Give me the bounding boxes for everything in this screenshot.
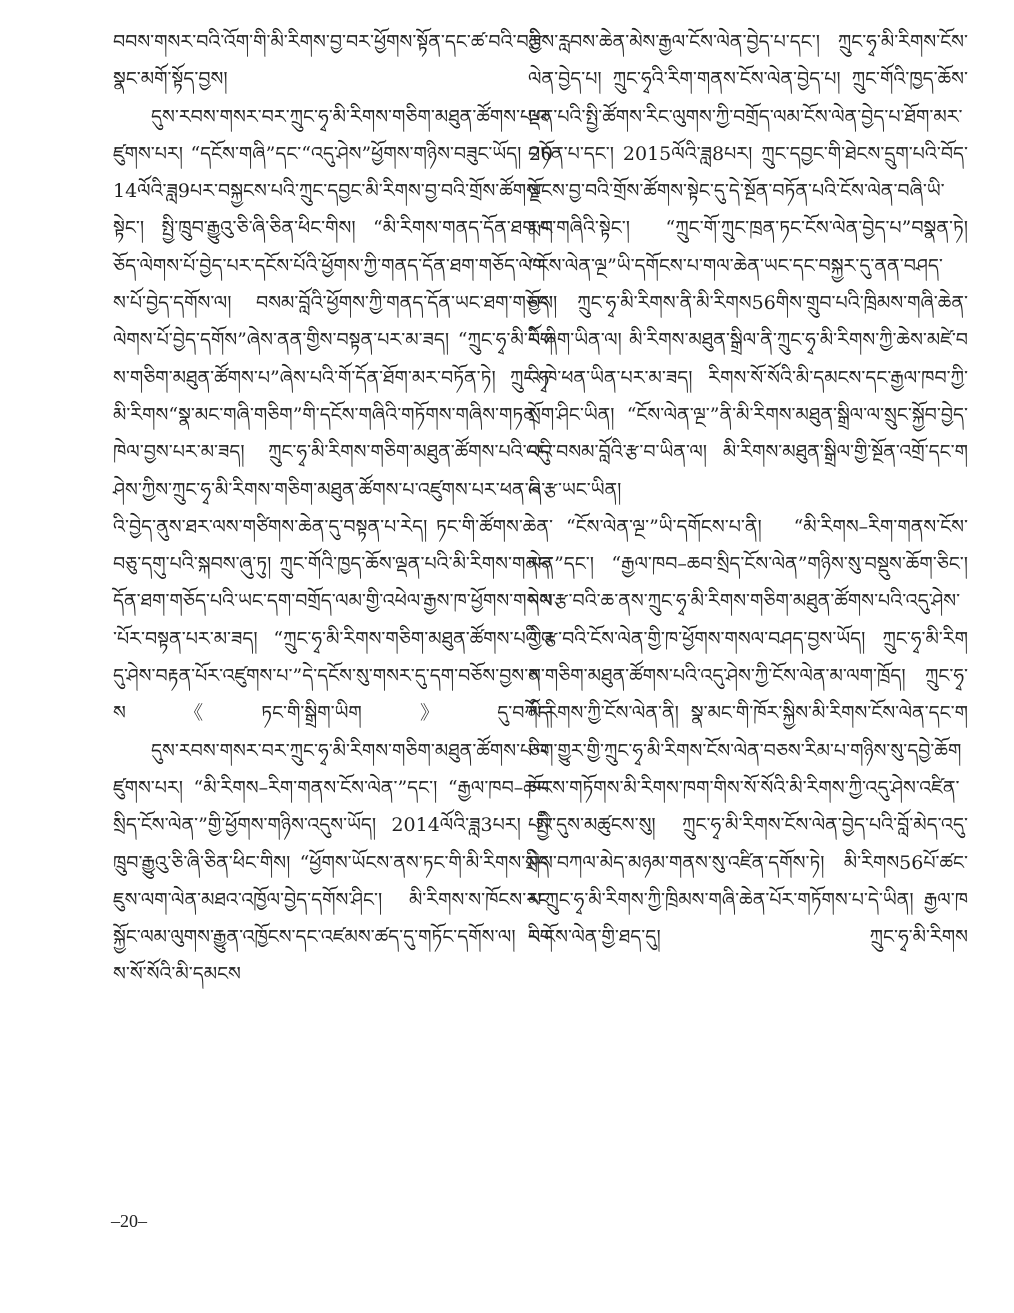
left-paragraph-3: དུས་རབས་གསར་བར་ཀྲུང་ཧྭ་མི་རིགས་གཅིག་མཐུན་ཚོགས་པ་འཛུགས་པར། “མི་རིགས–རིག་གནས་ངོས་ལེན་”དང་། “རྒྱལ་ཁབ–ཆབ་སྲིད་ངོས་ལེན་”གྱི་ཕྱོགས་གཉིས་འདུས་ཡོད། 2014ལོའི་ཟླ3པར། སྤྱི་ཁྲུབ་རྒྱུའུ་ཅི་ཞི་ཅིན་ཕིང་གིས། “ཕྱོགས་ཡོངས་ནས་ཏང་གི་མི་རིགས་སྲིད་ཇུས་ལག་ལེན་མཐའ་འཁྱོལ་བྱེད་དགོས་ཤིང་། མི་རིགས་ས་ཁོངས་རང་སྐྱོང་ལམ་ལུགས་རྒྱུན་འཁྱོངས་དང་འཛམས་ཚད་དུ་གཏོང་དགོས་ལ། རིགས་སོ་སོའི་མི་དམངས <box>113 739 553 986</box>
left-paragraph-1: བབས་གསར་བའི་འོག་གི་མི་རིགས་བྱ་བར་ཕྱོགས་སྟོན་དང་ཚ་བའི་བརྩི་སྣང་མགོ་སྟོད་བྱས། <box>113 31 548 91</box>
right-paragraph-2: “ངོས་ལེན་ལྔ་”ཡི་དགོངས་པ་ནི། “མི་རིགས–རིག་གནས་ངོས་ལེན”དང་། “རྒྱལ་ཁབ–ཆབ་སྲིད་ངོས་ལེན”གཉིས་སུ་བསྡུས་ཆོག་ཅིང་། དེས་རྩ་བའི་ཆ་ནས་ཀྲུང་ཧྭ་མི་རིགས་གཅིག་མཐུན་ཚོགས་པའི་འདུ་ཤེས་ཀྱི་རྩ་བའི་ངོས་ལེན་གྱི་ཁ་ཕྱོགས་གསལ་བཤད་བྱས་ཡོད། ཀྲུང་ཧྭ་མི་རིགས་གཅིག་མཐུན་ཚོགས་པའི་འདུ་ཤེས་ཀྱི་ངོས་ལེན་མ་ལག་ཁྲོད། ཀྲུང་ཧྭ་མི་རིགས་ཀྱི་ངོས་ལེན་ནི། སྣ་མང་གི་ཁོར་སྐྱིས་མི་རིགས་ངོས་ལེན་དང་གཅིག་གྱུར་གྱི་ཀྲུང་ཧྭ་མི་རིགས་ངོས་ལེན་བཅས་རིམ་པ་གཉིས་སུ་དབྱེ་ཆོག ཁོངས་གཏོགས་མི་རིགས་ཁག་གིས་སོ་སོའི་མི་རིགས་ཀྱི་འདུ་ཤེས་འཛིན་པའི་དུས་མཚུངས་སུ། ཀྲུང་ཧྭ་མི་རིགས་ངོས་ལེན་བྱེད་པའི་བློ་མེད་འདུ་ཤེས་བཀལ་མེད་མཉམ་གནས་སུ་འཛིན་དགོས་ཏེ། མི་རིགས56པོ་ཚང་མ་ཀྲུང་ཧྭ་མི་རིགས་ཀྱི་ཁྲིམས་གཞི་ཆེན་པོར་གཏོགས་པ་དེ་ཡིན། རྒྱལ་ཁབ་ངོས་ལེན་གྱི་ཐད་དུ། ཀྲུང་ཧྭ་མི་རིགས <box>528 515 968 949</box>
left-column <box>113 24 553 994</box>
right-column <box>528 24 968 956</box>
right-paragraph-1: ཀྱིས་རླབས་ཆེན་མེས་རྒྱལ་ངོས་ལེན་བྱེད་པ་དང་། ཀྲུང་ཧྭ་མི་རིགས་ངོས་ལེན་བྱེད་པ། ཀྲུང་ཧྭའི་རིག་གནས་ངོས་ལེན་བྱེད་པ། ཀྲུང་གོའི་ཁྱད་ཆོས་ལྡན་པའི་སྤྱི་ཚོགས་རིང་ལུགས་ཀྱི་བགྲོད་ལམ་ངོས་ལེན་བྱེད་པ་ཐོག་མར་བཏོན་པ་དང་། 2015ལོའི་ཟླ8པར། ཀྲུང་དབྱང་གི་ཐེངས་དྲུག་པའི་བོད་ལྗོངས་བྱ་བའི་གྲོས་ཚོགས་སྟེང་དུ་དེ་སྔོན་བཏོན་པའི་ངོས་ལེན་བཞི་ཡི་རྨང་གཞིའི་སྟེང་། “ཀྲུང་གོ་ཀྲུང་ཁྲན་ཏང་ངོས་ལེན་བྱེད་པ”བསྣན་ཏེ། “ངོས་ལེན་ལྔ”ཡི་དགོངས་པ་གལ་ཆེན་ཡང་དང་བསྐྱར་དུ་ནན་བཤད་བྱས། ཀྲུང་ཧྭ་མི་རིགས་ནི་མི་རིགས56གིས་གྲུབ་པའི་ཁྲིམས་གཞི་ཆེན་པོ་ཞིག་ཡིན་ལ། མི་རིགས་མཐུན་སྒྲིལ་ནི་ཀྲུང་ཧྭ་མི་རིགས་ཀྱི་ཆེས་མཛེ་བའི་ཁེ་ཕན་ཡིན་པར་མ་ཟད། རིགས་སོ་སོའི་མི་དམངས་དང་རྒྱལ་ཁབ་ཀྱི་སྲོག་ཤིང་ཡིན། “ངོས་ལེན་ལྔ་”ནི་མི་རིགས་མཐུན་སྒྲིལ་ལ་སྲུང་སྐྱོབ་བྱེད་པའི་བསམ་བློའི་རྩ་བ་ཡིན་ལ། མི་རིགས་མཐུན་སྒྲིལ་གྱི་སྔོན་འགྲོ་དང་གཞི་རྩ་ཡང་ཡིན། <box>528 31 968 501</box>
left-paragraph-2: དུས་རབས་གསར་བར་ཀྲུང་ཧྭ་མི་རིགས་གཅིག་མཐུན་ཚོགས་པ་འཛུགས་པར། “དངོས་གཞི”དང་“འདུ་ཤེས”ཕྱོགས་གཉིས་བཟུང་ཡོད། 2014ལོའི་ཟླ9པར་བསྐྱངས་པའི་ཀྲུང་དབྱང་མི་རིགས་བྱ་བའི་གྲོས་ཚོགས་སྟེང་། སྤྱི་ཁྲུབ་རྒྱུའུ་ཅི་ཞི་ཅིན་ཕིང་གིས། “མི་རིགས་གནད་དོན་ཐག་གཅོད་ལེགས་པོ་བྱེད་པར་དངོས་པོའི་ཕྱོགས་ཀྱི་གནད་དོན་ཐག་གཅོད་ལེགས་པོ་བྱེད་དགོས་ལ། བསམ་བློའི་ཕྱོགས་ཀྱི་གནད་དོན་ཡང་ཐག་གཅོད་ལེགས་པོ་བྱེད་དགོས”ཞེས་ནན་གྱིས་བསྟན་པར་མ་ཟད། “ཀྲུང་ཧྭ་མི་རིགས་གཅིག་མཐུན་ཚོགས་པ”ཞེས་པའི་གོ་དོན་ཐོག་མར་བཏོན་ཏེ། ཀྲུང་ཧྭ་མི་རིགས“སྣ་མང་གཞི་གཅིག”གི་དངོས་གཞིའི་གཏོགས་གཞིས་གཏན་ཁེལ་བྱས་པར་མ་ཟད། ཀྲུང་ཧྭ་མི་རིགས་གཅིག་མཐུན་ཚོགས་པའི་འདུ་ཤེས་ཀྱིས་ཀྲུང་ཧྭ་མི་རིགས་གཅིག་མཐུན་ཚོགས་པ་འཛུགས་པར་ཕན་པའི་བྱེད་ནུས་ཐར་ལས་གཙིགས་ཆེན་དུ་བསྟན་པ་རེད། ཏང་གི་ཚོགས་ཆེན་བཅུ་དགུ་པའི་སྐབས་ཞུ་ཏུ། ཀྲུང་གོའི་ཁྱད་ཆོས་ལྡན་པའི་མི་རིགས་གནད་དོན་ཐག་གཅོད་པའི་ཡང་དག་བགྲོད་ལམ་གྱི་འཕེལ་རྒྱས་ཁ་ཕྱོགས་གསལ་པོར་བསྟན་པར་མ་ཟད། “ཀྲུང་ཧྭ་མི་རིགས་གཅིག་མཐུན་ཚོགས་པའི་འདུ་ཤེས་བརྟན་པོར་འཛུགས་པ་”དེ་དངོས་སུ་གསར་དུ་དག་བཅོས་བྱས་ནས《ཏང་གི་སྒྲིག་ཡིག》དུ་བཀོད། <box>113 105 553 725</box>
page-number: –20– <box>111 1211 147 1231</box>
